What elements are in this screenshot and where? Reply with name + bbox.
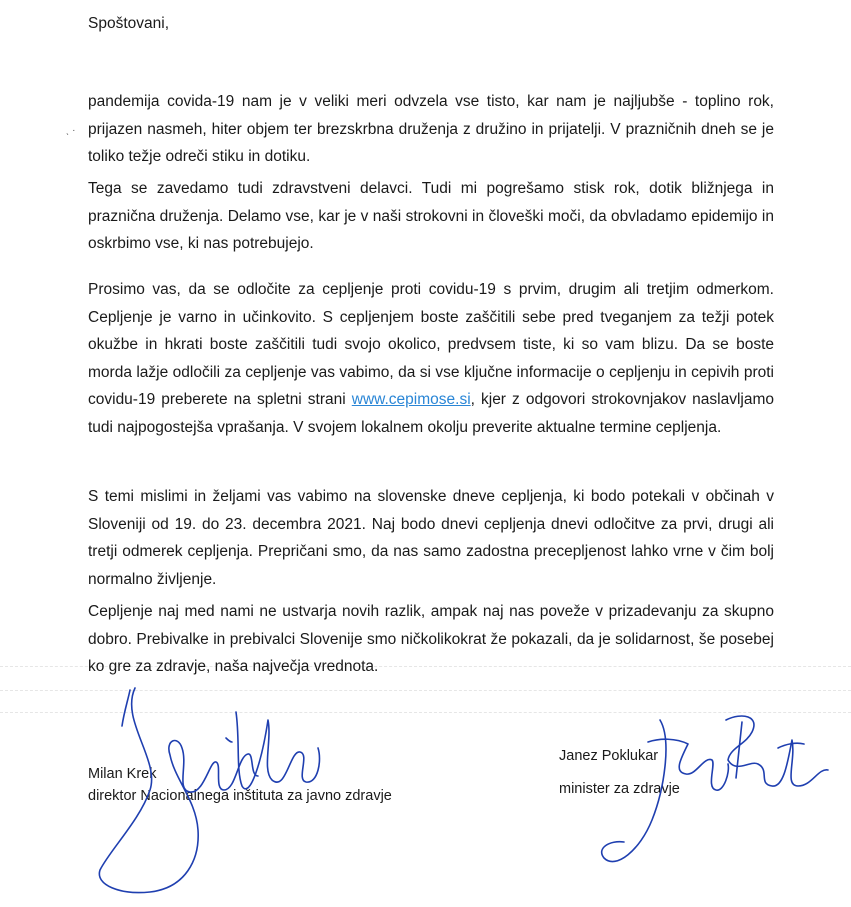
scan-artifact-line xyxy=(0,712,851,713)
scan-artifact-line xyxy=(0,690,851,691)
paragraph-5: Cepljenje naj med nami ne ustvarja novih razlik, ampak naj nas poveže v prizadevanju za skupno dobro. Prebivalke in prebivalci Slovenije smo ničkolikokrat že pokazali, da je solidarnost, še posebej ko gre za zdravje, naša največja vrednota. xyxy=(88,603,774,675)
paragraph-1: pandemija covida-19 nam je v veliki meri odvzela vse tisto, kar nam je najljubše - toplino rok, prijazen nasmeh, hiter objem ter brezskrbna druženja z družino in prijatelji. V prazničnih dneh se je toliko težje odreči stiku in dotiku. xyxy=(88,93,774,165)
signature-left-stroke xyxy=(122,690,130,726)
paragraph-3-text-before: Prosimo vas, da se odločite za cepljenje proti covidu-19 s prvim, drugim ali tretjim odmerkom. Cepljenje je varno in učinkovito. S cepljenjem boste zaščitili sebe pred tveganjem za težji potek okužbe in hkrati boste zaščitili tudi svojo okolico, predvsem tiste, ki so vam blizu. Da se boste morda lažje odločili za cepljenje vas vabimo, da si vse ključne informacije o cepljenju in cepivih proti covidu-19 preberete na spletni strani xyxy=(88,281,774,408)
signatory-left-name: Milan Krek xyxy=(88,766,157,782)
paragraph-4: S temi mislimi in željami vas vabimo na slovenske dneve cepljenja, ki bodo potekali v občinah v Sloveniji od 19. do 23. decembra 2021. Naj bodo dnevi cepljenja dnevi odločitve za prvi, drugi ali tretji odmerek cepljenja. Prepričani smo, da nas samo zadostna precepljenost lahko vrne v čim bolj normalno življenje. xyxy=(88,488,774,588)
paragraph-2: Tega se zavedamo tudi zdravstveni delavci. Tudi mi pogrešamo stisk rok, dotik bližnjega in praznična druženja. Delamo vse, kar je v naši strokovni in človeški moči, da obvladamo epidemijo in oskrbimo vse, ki nas potrebujejo. xyxy=(88,180,774,252)
signatory-right-name: Janez Poklukar xyxy=(559,748,659,764)
signature-left-stroke xyxy=(226,738,232,742)
signature-right-stroke xyxy=(726,716,828,786)
paragraph-3 xyxy=(88,276,774,441)
signature-right-stroke xyxy=(736,722,742,778)
greeting: Spoštovani, xyxy=(88,15,169,32)
paragraph-3-text-after: , kjer z odgovori strokovnjakov naslavljamo tudi najpogostejša vprašanja. V svojem lokalnem okolju preverite aktualne termine cepljenja. xyxy=(88,391,774,436)
signature-right-stroke xyxy=(778,743,804,748)
signature-left-stroke xyxy=(236,712,320,789)
signatory-left-title: direktor Nacionalnega inštituta za javno zdravje xyxy=(88,788,392,804)
cepimose-link[interactable]: www.cepimose.si xyxy=(351,391,471,408)
scan-mark: ˎ · xyxy=(66,125,76,136)
signatory-right-title: minister za zdravje xyxy=(559,781,680,797)
